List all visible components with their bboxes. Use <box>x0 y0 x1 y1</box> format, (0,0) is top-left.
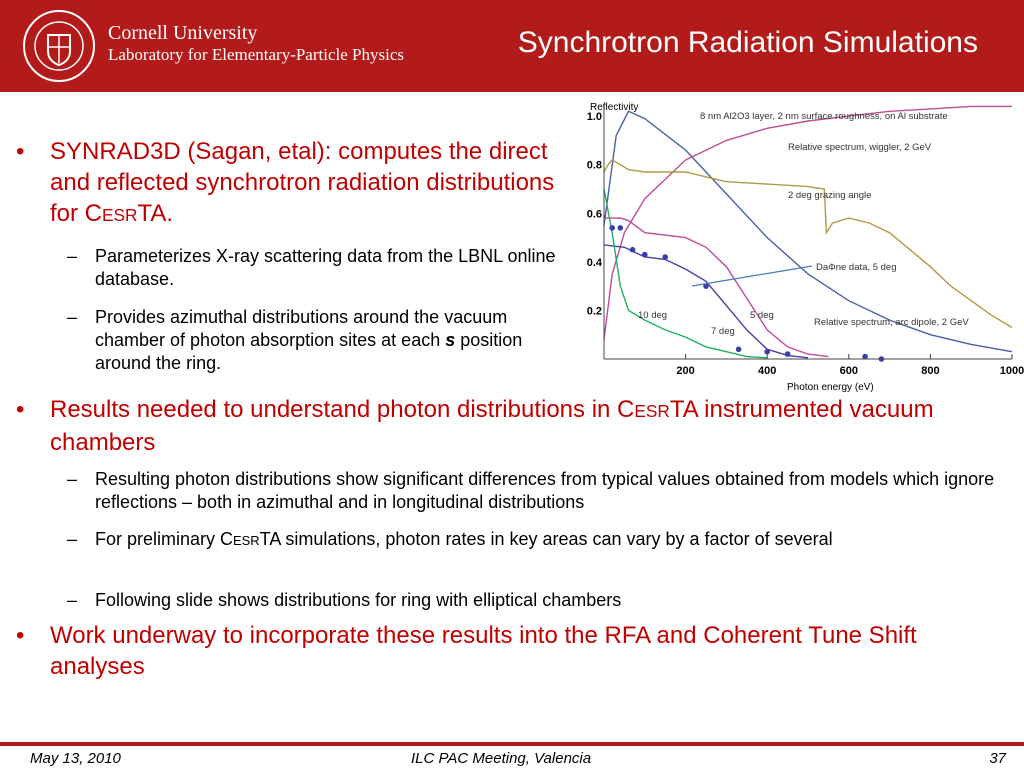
bullet-results <box>16 394 1010 458</box>
annotation-wiggler: Relative spectrum, wiggler, 2 GeV <box>788 142 932 153</box>
sub-bullet-marker: – <box>67 307 78 327</box>
series-line-6 <box>604 189 767 358</box>
y-tick-label: 0.8 <box>586 159 602 172</box>
daphne-data-point <box>736 347 742 353</box>
daphne-data-point <box>618 225 624 231</box>
sub-bullet-resulting <box>67 468 995 514</box>
sub-bullet-marker: – <box>67 246 78 266</box>
bullet-marker: • <box>16 138 25 165</box>
series-line-3 <box>604 160 1012 328</box>
bullet-marker: • <box>16 622 25 649</box>
series-line-5 <box>604 245 808 358</box>
annotation-grazing: 2 deg grazing angle <box>788 190 872 201</box>
footer-date: May 13, 2010 <box>30 750 121 767</box>
header-bar <box>0 0 1024 92</box>
reflectivity-chart <box>582 96 1024 396</box>
x-tick-label: 400 <box>758 365 777 377</box>
sub-bullet-preliminary <box>67 528 975 552</box>
sub-bullet-text-end: TA simulations, photon rates in key areas can vary by a factor of several <box>259 529 833 549</box>
sub-bullet-parameterizes <box>67 245 565 291</box>
bullet-work-underway <box>16 620 990 682</box>
annotation-7deg: 7 deg <box>711 326 735 337</box>
sub-bullet-marker: – <box>67 529 78 549</box>
daphne-data-point <box>764 349 770 355</box>
daphne-data-point <box>662 254 668 260</box>
sub-bullet-azimuthal <box>67 306 555 375</box>
daphne-arrow <box>692 266 812 286</box>
footer <box>0 742 1024 768</box>
sub-bullet-text: Provides azimuthal distributions around the vacuum chamber of photon absorption sites at each <box>95 307 508 350</box>
university-line2: Laboratory for Elementary-Particle Physics <box>108 45 404 64</box>
x-tick-label: 600 <box>839 365 858 377</box>
small-caps-esr: ESR <box>233 533 260 548</box>
x-tick-label: 200 <box>676 365 695 377</box>
sub-bullet-marker: – <box>67 469 78 489</box>
bullet-text: Work underway to incorporate these results into the RFA and Coherent Tune Shift analyses <box>50 622 917 680</box>
university-name <box>108 22 404 66</box>
daphne-data-point <box>609 225 615 231</box>
footer-rule <box>0 742 1024 746</box>
bullet-text: Results needed to understand photon distributions in C <box>50 396 635 423</box>
x-tick-label: 800 <box>921 365 940 377</box>
x-axis-label: Photon energy (eV) <box>787 382 874 393</box>
small-caps-esr: ESR <box>634 401 670 421</box>
daphne-data-point <box>785 351 791 357</box>
bullet-text-end: TA instrumented vacuum chambers <box>50 396 934 456</box>
footer-meeting: ILC PAC Meeting, Valencia <box>411 750 592 767</box>
daphne-data-point <box>630 247 636 253</box>
y-tick-label: 0.2 <box>586 305 602 318</box>
annotation-arc: Relative spectrum, arc dipole, 2 GeV <box>814 317 969 328</box>
sub-bullet-text: Resulting photon distributions show significant differences from typical values obtained from models which ignore reflections – both in azimuthal and in longitudinal distributions <box>95 469 995 512</box>
y-tick-label: 0.4 <box>586 256 602 269</box>
y-axis-label: Reflectivity <box>590 102 639 113</box>
cornell-seal-logo <box>22 9 96 83</box>
y-tick-label: 1.0 <box>586 111 602 124</box>
y-tick-label: 0.6 <box>586 208 602 221</box>
bullet-synrad3d <box>16 136 570 231</box>
annotation-top: 8 nm Al2O3 layer, 2 nm surface roughness, on Al substrate <box>700 111 948 122</box>
bullet-text-end: TA. <box>137 200 174 227</box>
sub-bullet-text: Following slide shows distributions for ring with elliptical chambers <box>95 590 622 610</box>
annotation-10deg: 10 deg <box>638 310 668 321</box>
sub-bullet-text: Parameterizes X-ray scattering data from the LBNL online database. <box>95 246 556 289</box>
bullet-marker: • <box>16 396 25 423</box>
footer-page-number: 37 <box>989 750 1006 767</box>
university-line1: Cornell University <box>108 22 258 44</box>
sub-bullet-text: For preliminary C <box>95 529 234 549</box>
annotation-daphne: DaΦne data, 5 deg <box>816 262 897 273</box>
sub-bullet-marker: – <box>67 590 78 610</box>
slide-title: Synchrotron Radiation Simulations <box>517 26 978 59</box>
x-tick-label: 1000 <box>999 365 1024 377</box>
daphne-data-point <box>642 252 648 258</box>
bullet-text: SYNRAD3D (Sagan, etal): computes the direct and reflected synchrotron radiation distributions for C <box>50 138 555 227</box>
small-caps-esr: ESR <box>102 205 138 225</box>
annotation-5deg: 5 deg <box>750 310 774 321</box>
sub-bullet-text-end: position around the ring. <box>95 330 523 373</box>
s-symbol: s <box>445 330 456 350</box>
sub-bullet-following <box>67 589 975 612</box>
